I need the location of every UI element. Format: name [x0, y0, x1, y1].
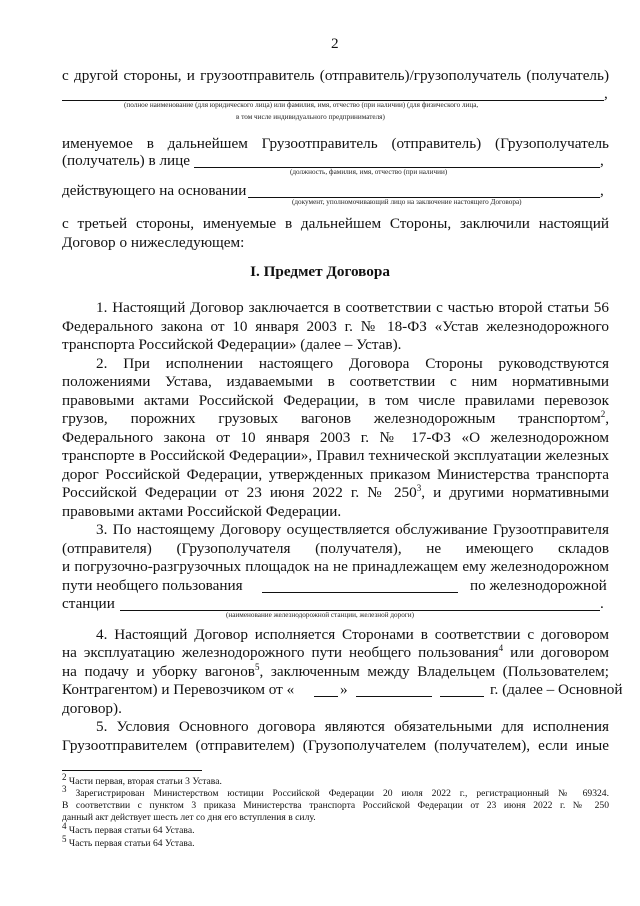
p2-line-1: 2. При исполнении настоящего Договора Стороны руководствуются: [96, 355, 609, 372]
intro-comma-3: ,: [600, 152, 604, 169]
hint-party-name-2: в том числе индивидуального предпринимателя): [236, 113, 385, 121]
p2-line-4: [62, 410, 609, 428]
p4-line-4-end: г. (далее – Основной: [490, 681, 623, 698]
p4-line-3-end: , заключенным между Владельцем (Пользователем;: [259, 663, 609, 680]
footnote-5-num: 5: [62, 833, 67, 844]
p4-line-2-end: или договором: [503, 644, 609, 661]
intro-line-6: Договор о нижеследующем:: [62, 234, 245, 251]
footnote-3-text: Зарегистрирован Министерством юстиции Российской Федерации 20 июля 2022 г., регистрационный № 69324.: [75, 788, 609, 799]
p3-line-5: станции: [62, 595, 115, 612]
footnote-2: [62, 771, 609, 788]
footnote-4-num: 4: [62, 820, 67, 831]
p4-line-3-text: на подачу и уборку вагонов: [62, 663, 255, 680]
footnote-3-cont: В соответствии с пунктом 3 приказа Министерства транспорта Российской Федерации от 23 июня 2022 г. № 250: [62, 800, 609, 811]
p2-line-4-end: ,: [605, 410, 609, 427]
footnote-3-num: 3: [62, 783, 67, 794]
p2-line-3: правовыми актами Российской Федерации, в том числе правилами перевозок: [62, 392, 609, 409]
intro-line-4-start: действующего на основании: [62, 182, 247, 199]
intro-line-3-start: (получатель) в лице: [62, 152, 191, 169]
p4-line-2: [62, 644, 609, 662]
p3-line-5-end: .: [600, 595, 604, 612]
hint-station: (наименование железнодорожной станции, железной дороги): [226, 611, 414, 619]
footnote-ref-2: 2: [600, 408, 606, 419]
footnote-3-cont-2: данный акт действует шесть лет со дня его вступления в силу.: [62, 812, 316, 823]
footnote-3: [62, 783, 609, 800]
p2-line-2: положениями Устава, издаваемыми в соответствии с ним нормативными: [62, 373, 609, 390]
hint-representative: (должность, фамилия, имя, отчество (при наличии): [290, 168, 448, 176]
p4-line-3: [62, 663, 609, 681]
p2-line-7: дорог Российской Федерации, утвержденных приказом Министерства транспорта: [62, 466, 609, 483]
p4-line-5: договор).: [62, 700, 122, 717]
p4-line-2-text: на эксплуатацию железнодорожного пути необщего пользования: [62, 644, 499, 661]
p2-line-4-text: грузов, порожних грузовых вагонов железнодорожным транспортом: [62, 410, 601, 427]
track-name-blank: [262, 592, 458, 593]
p2-line-8: [62, 484, 609, 502]
p3-line-1: 3. По настоящему Договору осуществляется обслуживание Грузоотправителя: [96, 521, 609, 538]
footnote-2-num: 2: [62, 771, 67, 782]
p2-line-8-end: , и другими нормативными: [421, 484, 609, 501]
p4-line-4-start: Контрагентом) и Перевозчиком от «: [62, 681, 295, 698]
p5-line-1: 5. Условия Основного договора являются обязательными для исполнения: [96, 718, 609, 735]
hint-party-name: (полное наименование (для юридического лица) или фамилия, имя, отчество (при наличии) (для физического лица,: [124, 101, 479, 109]
p5-line-2: Грузоотправителем (отправителем) (Грузополучателем (получателем), если иные: [62, 737, 609, 754]
footnote-2-text: Части первая, вторая статьи 3 Устава.: [68, 776, 222, 787]
p3-line-3: и погрузочно-разгрузочных площадок на не принадлежащем ему железнодорожном: [62, 558, 609, 575]
p4-line-4-quote: »: [340, 681, 348, 698]
year-blank: [440, 696, 484, 697]
p2-line-8-text: Российской Федерации от 23 июня 2022 г. № 250: [62, 484, 417, 501]
p3-line-4-end: по железнодорожной: [470, 577, 607, 594]
p2-line-5: Федерального закона от 10 января 2003 г. № 17-ФЗ «О железнодорожном: [62, 429, 609, 446]
p1-line-2: Федерального закона от 10 января 2003 г. № 18-ФЗ «Устав железнодорожного: [62, 318, 609, 335]
hint-basis-document: (документ, уполномочивающий лицо на заключение настоящего Договора): [292, 198, 522, 206]
p2-line-9: правовыми актами Российской Федерации.: [62, 503, 342, 520]
footnote-ref-4: 4: [498, 642, 504, 653]
p4-line-1: 4. Настоящий Договор исполняется Сторонами в соответствии с договором: [96, 626, 609, 643]
p1-line-3: транспорта Российской Федерации» (далее – Устав).: [62, 336, 402, 353]
section-title: I. Предмет Договора: [250, 263, 390, 280]
day-blank: [314, 696, 338, 697]
page-number: 2: [331, 35, 339, 52]
p2-line-6: транспорте в Российской Федерации», Правил технической эксплуатации железных: [62, 447, 609, 464]
intro-comma-1: ,: [604, 85, 608, 102]
footnote-4: [62, 820, 609, 837]
intro-comma-4: ,: [600, 182, 604, 199]
p3-line-2: (отправителя) (Грузополучателя (получателя), не имеющего складов: [62, 540, 609, 557]
footnote-ref-3: 3: [416, 482, 422, 493]
intro-line-5: с третьей стороны, именуемые в дальнейшем Стороны, заключили настоящий: [62, 215, 609, 232]
intro-line-2: именуемое в дальнейшем Грузоотправитель (отправитель) (Грузополучатель: [62, 135, 609, 152]
footnote-separator: [62, 770, 202, 771]
intro-line-1: с другой стороны, и грузоотправитель (отправитель)/грузополучатель (получатель): [62, 67, 609, 84]
footnote-5: [62, 833, 609, 850]
footnote-5-text: Часть первая статьи 64 Устава.: [68, 838, 195, 849]
footnote-4-text: Часть первая статьи 64 Устава.: [68, 825, 195, 836]
month-blank: [356, 696, 432, 697]
footnote-ref-5: 5: [254, 661, 260, 672]
p3-line-4-start: пути необщего пользования: [62, 577, 243, 594]
p1-line-1: 1. Настоящий Договор заключается в соответствии с частью второй статьи 56: [96, 299, 609, 316]
